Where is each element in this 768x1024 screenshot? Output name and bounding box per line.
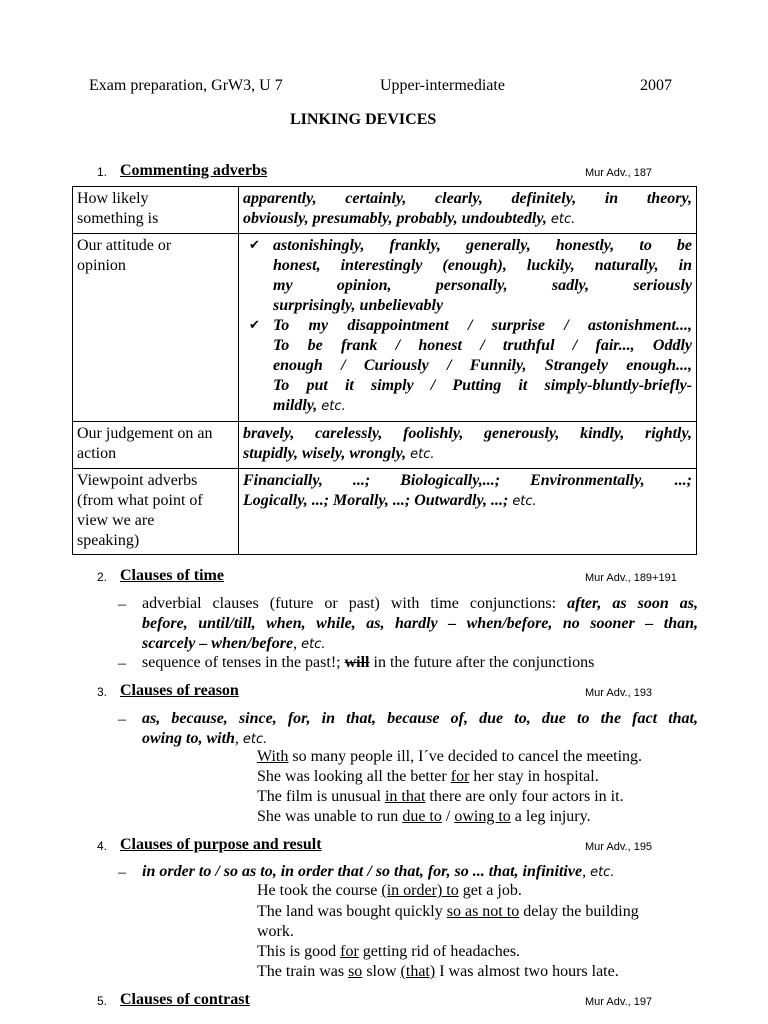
section-title: Clauses of contrast	[120, 991, 250, 1008]
section-reference: Mur Adv., 187	[585, 167, 653, 179]
header-level: Upper-intermediate	[380, 77, 505, 94]
row-label: Our judgement on an action	[73, 422, 239, 469]
example-sentence: work.	[257, 923, 294, 940]
section-number: 5.	[97, 994, 108, 1008]
table-row	[73, 187, 697, 234]
checkmark-icon: ✔	[249, 318, 260, 333]
section-title: Commenting adverbs	[120, 162, 268, 179]
header-year: 2007	[640, 77, 672, 94]
section-number: 2.	[97, 570, 108, 584]
dash-bullet: –	[118, 596, 126, 613]
row-examples: bravely, carelessly, foolishly, generously, kindly, rightly, stupidly, wisely, wrongly, etc.	[239, 422, 697, 469]
dash-bullet: –	[118, 864, 126, 881]
list-item: in order to / so as to, in order that / so that, for, so ... that, infinitive, etc.	[142, 863, 615, 880]
checkmark-icon: ✔	[249, 238, 260, 253]
example-sentence: This is good for getting rid of headaches.	[257, 943, 521, 960]
list-item: sequence of tenses in the past!; will in the future after the conjunctions	[142, 654, 595, 671]
example-sentence: He took the course (in order) to get a job.	[257, 882, 522, 899]
section-reference: Mur Adv., 195	[585, 841, 653, 853]
row-label: Viewpoint adverbs (from what point of view we are speaking)	[73, 469, 239, 555]
section-title: Clauses of purpose and result	[120, 836, 322, 853]
dash-bullet: –	[118, 711, 126, 728]
section-reference: Mur Adv., 193	[585, 687, 653, 699]
list-item: ✔ astonishingly, frankly, generally, honestly, to be honest, interestingly (enough), luckily, naturally, in my opinion, personally, sadly, seriously surprisingly, unbelievably	[249, 237, 692, 314]
commenting-adverbs-table	[72, 186, 697, 555]
example-sentence: With so many people ill, I´ve decided to cancel the meeting.	[257, 748, 643, 765]
list-item: adverbial clauses (future or past) with time conjunctions: after, as soon as, before, until/till, when, while, as, hardly – when/before, no sooner – than, scarcely – when/before, etc.	[142, 595, 699, 652]
section-reference: Mur Adv., 189+191	[585, 572, 677, 584]
table-row	[73, 234, 697, 422]
page-title: LINKING DEVICES	[290, 111, 437, 128]
section-number: 1.	[97, 165, 108, 179]
list-item: as, because, since, for, in that, because of, due to, due to the fact that, owing to, with, etc.	[142, 710, 698, 747]
example-sentence: The film is unusual in that there are only four actors in it.	[257, 788, 624, 805]
list-item: ✔ To my disappointment / surprise / astonishment..., To be frank / honest / truthful / fair..., Oddly enough / Curiously / Funnily, Strangely enough..., To put it simply / Putting it simply-bluntly-briefly- mildly, etc.	[249, 317, 692, 414]
example-sentence: She was unable to run due to / owing to a leg injury.	[257, 808, 591, 825]
section-number: 3.	[97, 685, 108, 699]
row-label: Our attitude or opinion	[73, 234, 239, 422]
example-sentence: The train was so slow (that) I was almost two hours late.	[257, 963, 619, 980]
table-row	[73, 469, 697, 555]
dash-bullet: –	[118, 655, 126, 672]
section-title: Clauses of reason	[120, 682, 239, 699]
example-sentence: She was looking all the better for her stay in hospital.	[257, 768, 599, 785]
header-course: Exam preparation, GrW3, U 7	[89, 77, 283, 94]
row-examples: Financially, ...; Biologically,...; Environmentally, ...; Logically, ...; Morally, ...; Outwardly, ...; etc.	[239, 469, 697, 555]
row-label: How likely something is	[73, 187, 239, 234]
row-examples: apparently, certainly, clearly, definitely, in theory, obviously, presumably, probably, undoubtedly, etc.	[239, 187, 697, 234]
section-reference: Mur Adv., 197	[585, 996, 653, 1008]
section-number: 4.	[97, 839, 108, 853]
row-examples	[239, 234, 697, 422]
example-sentence: The land was bought quickly so as not to delay the building	[257, 903, 639, 920]
table-row	[73, 422, 697, 469]
section-title: Clauses of time	[120, 567, 224, 584]
